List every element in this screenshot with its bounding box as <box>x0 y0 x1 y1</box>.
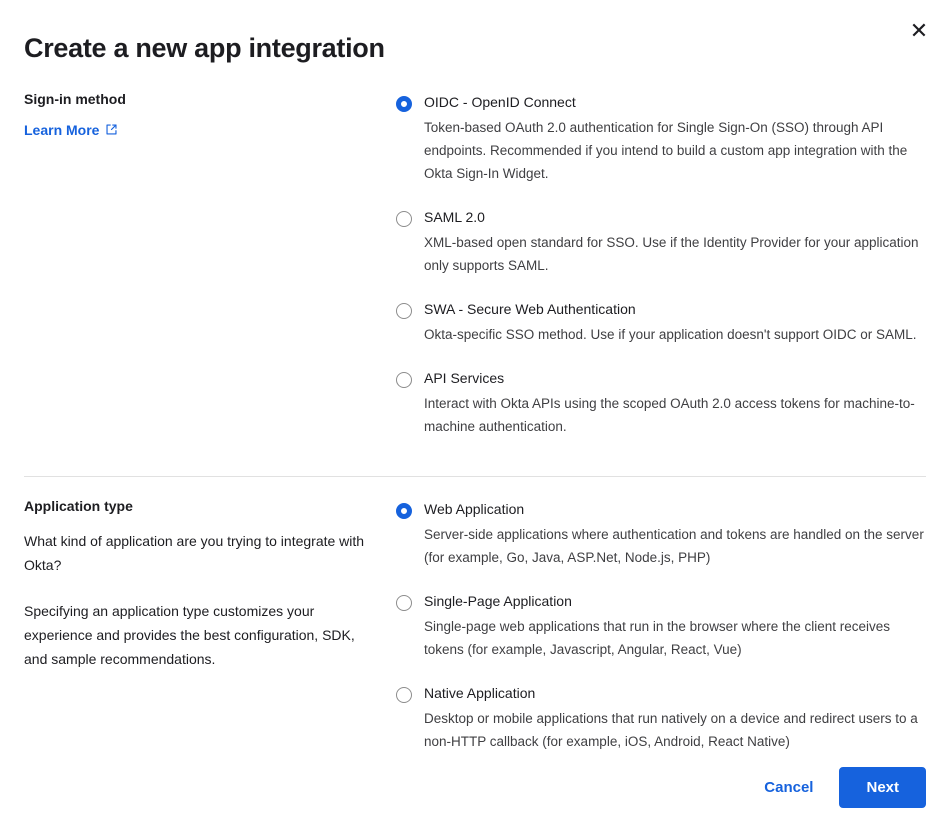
radio-option-native-application[interactable] <box>396 683 926 753</box>
section-divider <box>24 476 926 477</box>
option-description: Okta-specific SSO method. Use if your application doesn't support OIDC or SAML. <box>424 327 917 343</box>
option-description: Server-side applications where authentication and tokens are handled on the server (for example, Go, Java, ASP.Net, Node.js, PHP) <box>424 526 924 565</box>
learn-more-label: Learn More <box>24 121 100 138</box>
application-type-paragraph-1: What kind of application are you trying to integrate with Okta? <box>24 532 365 573</box>
radio-indicator[interactable] <box>396 211 412 227</box>
cancel-button[interactable]: Cancel <box>760 771 817 804</box>
external-link-icon <box>105 123 118 136</box>
option-label: SWA - Secure Web Authentication <box>424 301 636 318</box>
application-type-heading: Application type <box>24 498 133 514</box>
next-button[interactable]: Next <box>839 767 926 808</box>
option-description: XML-based open standard for SSO. Use if the Identity Provider for your application only supports SAML. <box>424 235 919 274</box>
sign-in-method-section <box>24 90 926 439</box>
application-type-paragraph-2: Specifying an application type customizes your experience and provides the best configuration, SDK, and sample recommendations. <box>24 602 355 667</box>
option-description: Desktop or mobile applications that run natively on a device and redirect users to a non-HTTP callback (for example, iOS, Android, React Native) <box>424 710 918 750</box>
close-icon[interactable]: ✕ <box>906 18 932 44</box>
option-label: Native Application <box>424 685 536 702</box>
modal-footer <box>24 767 926 808</box>
application-type-options <box>396 497 926 753</box>
option-label: Web Application <box>424 501 525 517</box>
radio-option-api-services[interactable] <box>396 368 926 438</box>
application-type-left-column <box>24 497 396 753</box>
radio-option-saml[interactable] <box>396 207 926 277</box>
application-type-section <box>24 497 926 753</box>
option-label: OIDC - OpenID Connect <box>424 94 576 110</box>
radio-option-swa[interactable] <box>396 299 926 346</box>
page-title: Create a new app integration <box>24 33 385 63</box>
radio-option-web-application[interactable] <box>396 499 926 569</box>
sign-in-method-options <box>396 90 926 439</box>
learn-more-link[interactable] <box>24 122 118 138</box>
option-description: Interact with Okta APIs using the scoped OAuth 2.0 access tokens for machine-to-machine authentication. <box>424 396 915 435</box>
radio-option-single-page-application[interactable] <box>396 591 926 661</box>
option-description: Single-page web applications that run in the browser where the client receives tokens (for example, Javascript, Angular, React, Vue) <box>424 618 891 658</box>
radio-indicator[interactable] <box>396 303 412 319</box>
radio-indicator[interactable] <box>396 96 412 112</box>
option-description: Token-based OAuth 2.0 authentication for Single Sign-On (SSO) through API endpoints. Recommended if you intend to build a custom app integration with the Okta Sign-In Widget. <box>424 119 908 182</box>
radio-indicator[interactable] <box>396 687 412 703</box>
option-label: SAML 2.0 <box>424 209 485 226</box>
option-label: Single-Page Application <box>424 593 572 610</box>
radio-indicator[interactable] <box>396 372 412 388</box>
sign-in-method-left-column <box>24 90 396 439</box>
option-label: API Services <box>424 370 505 387</box>
radio-option-oidc[interactable] <box>396 92 926 185</box>
radio-indicator[interactable] <box>396 503 412 519</box>
radio-indicator[interactable] <box>396 595 412 611</box>
sign-in-method-heading: Sign-in method <box>24 91 126 107</box>
